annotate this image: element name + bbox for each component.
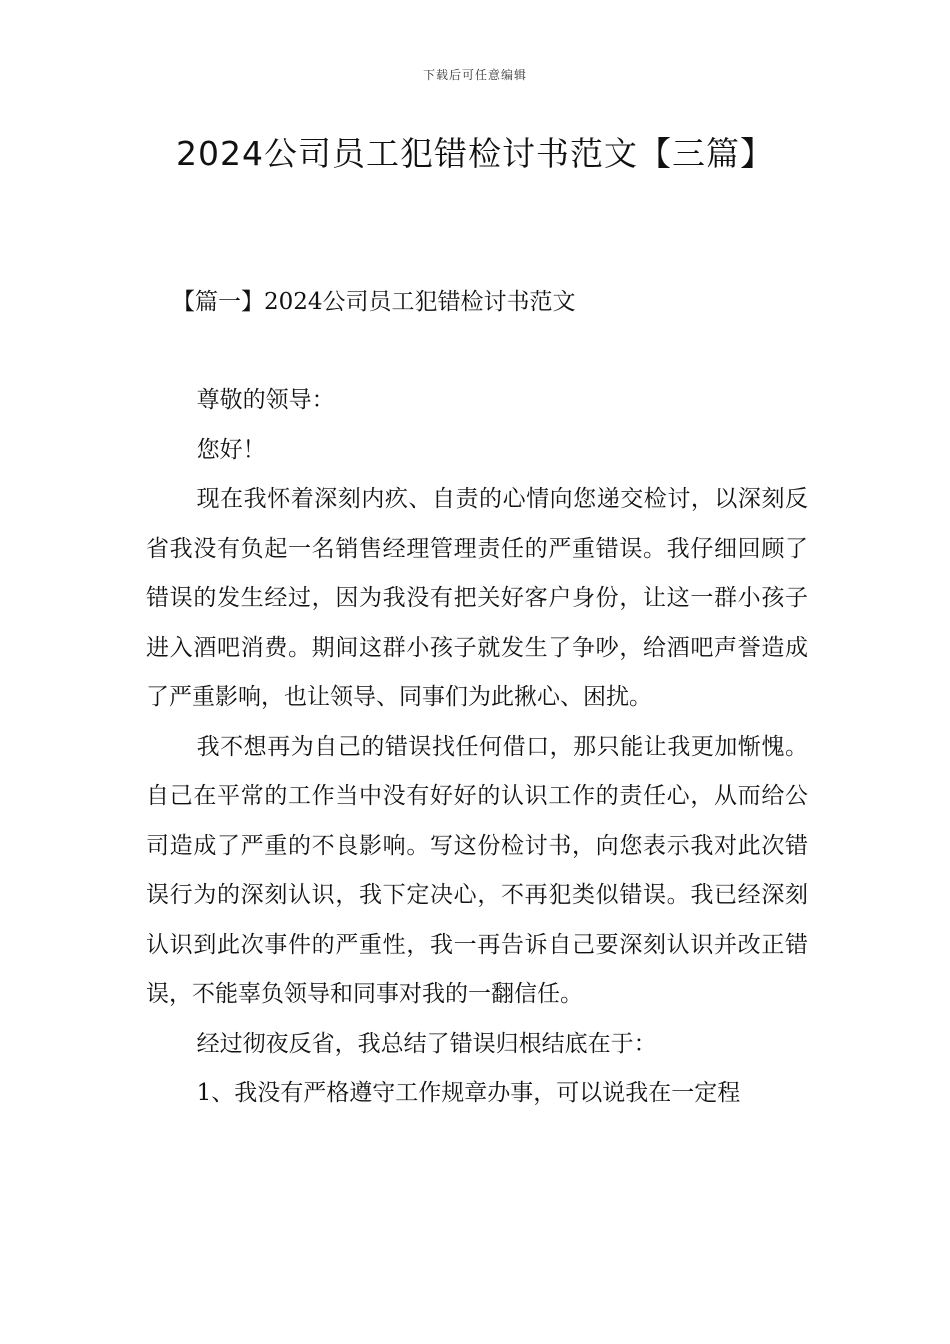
salutation: 尊敬的领导：: [196, 387, 335, 413]
paragraph-3: 经过彻夜反省，我总结了错误归根结底在于：: [196, 1030, 657, 1057]
section-heading: 【篇一】2024公司员工犯错检讨书范文: [172, 289, 576, 315]
paragraph-4: 1、我没有严格遵守工作规章办事，可以说我在一定程: [196, 1080, 741, 1106]
document-title: 2024公司员工犯错检讨书范文【三篇】: [176, 134, 774, 173]
document-body: [146, 376, 808, 1119]
greeting: 您好！: [196, 436, 266, 463]
paragraph-2: 我不想再为自己的错误找任何借口，那只能让我更加惭愧。自己在平常的工作当中没有好好的认识工作的责任心，从而给公司造成了严重的不良影响。写这份检讨书，向您表示我对此次错误行为的深刻认识，我下定决心，不再犯类似错误。我已经深刻认识到此次事件的严重性，我一再告诉自己要深刻认识并改正错误，不能辜负领导和同事对我的一翻信任。: [146, 733, 808, 1007]
header-note: 下载后可任意编辑: [422, 68, 527, 82]
paragraph-1: 现在我怀着深刻内疚、自责的心情向您递交检讨，以深刻反省我没有负起一名销售经理管理责任的严重错误。我仔细回顾了错误的发生经过，因为我没有把关好客户身份，让这一群小孩子进入酒吧消费。期间这群小孩子就发生了争吵，给酒吧声誉造成了严重影响，也让领导、同事们为此揪心、困扰。: [146, 486, 808, 710]
